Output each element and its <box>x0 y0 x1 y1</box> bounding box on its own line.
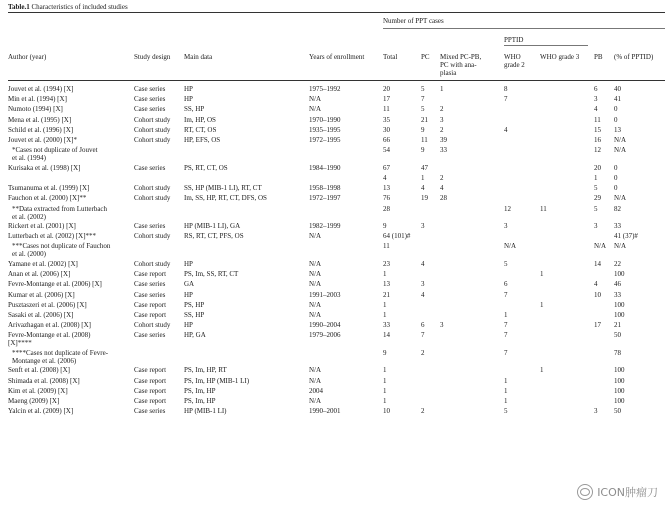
cell-total: 1 <box>383 310 387 319</box>
cell-main: RT, CT, OS <box>184 125 217 134</box>
cell-author-line2: [X]**** <box>8 339 32 348</box>
cell-who2: 1 <box>504 396 508 405</box>
cell-pc: 3 <box>421 222 425 230</box>
cell-main: Im, SS, HP, RT, CT, DFS, OS <box>184 194 267 203</box>
cell-total: 1 <box>383 366 387 375</box>
cell-pct: 40 <box>614 85 621 93</box>
cell-author-line2: Montange et al. (2006) <box>12 356 77 365</box>
cell-design: Case report <box>134 366 167 375</box>
cell-author: Fevre-Montange et al. (2006) [X] <box>8 280 102 289</box>
cell-author <box>12 146 98 162</box>
cell-pc: 11 <box>421 136 428 144</box>
cell-pc: 2 <box>421 348 425 357</box>
table-row <box>0 193 670 203</box>
header-pptid: PPTID <box>504 36 524 44</box>
header-who2-line2: grade 2 <box>504 61 525 69</box>
cell-author: Jouvet et al. (1994) [X] <box>8 85 74 93</box>
cell-author: Mena et al. (1995) [X] <box>8 115 72 124</box>
cell-design: Case series <box>134 407 166 416</box>
cell-who3: 11 <box>540 204 547 213</box>
cell-pct: 100 <box>614 270 625 279</box>
cell-design: Cohort study <box>134 136 171 144</box>
cell-pc: 9 <box>421 125 425 134</box>
cell-years: 1990–2001 <box>309 407 341 416</box>
cell-design: Case series <box>134 95 166 104</box>
table-row <box>0 290 670 300</box>
cell-pb: 14 <box>594 259 601 268</box>
header-who2-line1: WHO <box>504 53 521 61</box>
cell-main: HP <box>184 85 193 93</box>
cell-pct: 13 <box>614 125 621 134</box>
cell-author: Arivazhagan et al. (2008) [X] <box>8 321 91 330</box>
cell-total: 23 <box>383 259 390 268</box>
cell-who2: 7 <box>504 331 508 340</box>
cell-who3: 1 <box>540 300 544 309</box>
cell-total: 1 <box>383 300 387 309</box>
cell-author: Jouvet et al. (2000) [X]* <box>8 136 78 144</box>
cell-author: Schild et al. (1996) [X] <box>8 125 74 134</box>
cell-years: N/A <box>309 300 322 309</box>
table-caption <box>8 3 128 11</box>
header-pc: PC <box>421 53 430 61</box>
cell-author: Kumar et al. (2006) [X] <box>8 290 75 299</box>
cell-main: PS, Im, SS, RT, CT <box>184 270 239 279</box>
cell-main: SS, HP <box>184 310 205 319</box>
cell-pc: 4 <box>421 259 425 268</box>
cell-author: Yamane et al. (2002) [X] <box>8 259 78 268</box>
cell-pct: 100 <box>614 376 625 385</box>
cell-pct: N/A <box>614 194 627 203</box>
cell-who2: 12 <box>504 204 511 213</box>
cell-pb: 3 <box>594 222 598 230</box>
cell-design: Case series <box>134 331 166 340</box>
cell-mixed: 2 <box>440 125 444 134</box>
cell-who3: 1 <box>540 366 544 375</box>
table-row <box>0 84 670 94</box>
cell-author: Yalcin et al. (2009) [X] <box>8 407 74 416</box>
cell-author: Rickert et al. (2001) [X] <box>8 222 76 230</box>
table-note-row <box>0 241 670 259</box>
cell-total: 66 <box>383 136 390 144</box>
table-row <box>0 310 670 320</box>
cell-pb: 5 <box>594 184 598 193</box>
table-row <box>0 396 670 406</box>
cell-author: Maeng (2009) [X] <box>8 396 60 405</box>
header-study-design: Study design <box>134 53 171 61</box>
watermark-text: ICON肿瘤刀 <box>597 486 658 499</box>
cell-total: 1 <box>383 386 387 395</box>
table-title: Characteristics of included studies <box>31 3 128 11</box>
cell-pct: 33 <box>614 290 621 299</box>
cell-pct: 0 <box>614 163 618 172</box>
cell-who2: 7 <box>504 290 508 299</box>
cell-pb: 3 <box>594 95 598 104</box>
table-row <box>0 320 670 330</box>
cell-pc: 21 <box>421 115 428 124</box>
cell-who2: 3 <box>504 222 508 230</box>
cell-pb: 20 <box>594 163 601 172</box>
cell-author <box>12 242 110 258</box>
cell-total: 9 <box>383 222 387 230</box>
cell-author: Tsumanuma et al. (1999) [X] <box>8 184 90 193</box>
table-row <box>0 330 670 348</box>
cell-main: PS, Im, HP <box>184 396 216 405</box>
table-row <box>0 104 670 114</box>
cell-main: PS, Im, HP <box>184 386 216 395</box>
cell-who2: 8 <box>504 85 508 93</box>
cell-design: Case report <box>134 376 167 385</box>
cell-main: HP, GA <box>184 331 206 340</box>
cell-pc: 4 <box>421 290 425 299</box>
table-row <box>0 115 670 125</box>
cell-pc: 7 <box>421 95 425 104</box>
cell-years: 1982–1999 <box>309 222 341 230</box>
cell-pb: 3 <box>594 407 598 416</box>
cell-years: 1972–1997 <box>309 194 341 203</box>
cell-pct: 46 <box>614 280 621 289</box>
cell-design: Case report <box>134 270 167 279</box>
table-row <box>0 365 670 375</box>
cell-main: Im, HP, OS <box>184 115 216 124</box>
cell-years: 1970–1990 <box>309 115 341 124</box>
cell-main: HP <box>184 321 193 330</box>
header-number-of-cases: Number of PPT cases <box>383 17 444 25</box>
cell-years: 1935–1995 <box>309 125 341 134</box>
cell-design: Cohort study <box>134 184 171 193</box>
cell-total: 17 <box>383 95 390 104</box>
cell-pct: 21 <box>614 321 621 330</box>
cell-years: 1972–1995 <box>309 136 341 144</box>
header-mixed-line3: plasia <box>440 69 457 77</box>
cell-pb: 10 <box>594 290 601 299</box>
cell-author: Anan et al. (2006) [X] <box>8 270 71 279</box>
cell-who2: 1 <box>504 386 508 395</box>
cell-design: Case report <box>134 310 167 319</box>
cell-total: 64 (101)# <box>383 232 411 241</box>
cell-who2: 5 <box>504 407 508 416</box>
table-row <box>0 163 670 173</box>
cell-design: Case series <box>134 85 166 93</box>
cell-who2: 5 <box>504 259 508 268</box>
cell-pct: 0 <box>614 173 618 182</box>
cell-pct: 100 <box>614 396 625 405</box>
cell-author: Lutterbach et al. (2002) [X]*** <box>8 232 97 241</box>
cell-pb: 11 <box>594 115 601 124</box>
cell-who2: 1 <box>504 376 508 385</box>
cell-design: Cohort study <box>134 232 171 241</box>
cell-author: Kurisaka et al. (1998) [X] <box>8 163 81 172</box>
cell-pct: 22 <box>614 259 621 268</box>
cell-pct: N/A <box>614 136 627 144</box>
cell-who2: N/A <box>504 242 517 251</box>
cell-author-line1: ***Cases not duplicate of Fauchon <box>12 242 111 251</box>
cell-main: HP <box>184 95 193 104</box>
cell-years: N/A <box>309 376 322 385</box>
cell-years: 1958–1998 <box>309 184 341 193</box>
cell-main: SS, HP (MIB-1 LI), RT, CT <box>184 184 262 193</box>
table-row <box>0 269 670 279</box>
header-subrule-pptid <box>504 45 588 46</box>
cell-author <box>8 331 90 347</box>
cell-years: 1990–2004 <box>309 321 341 330</box>
cell-design: Cohort study <box>134 194 171 203</box>
cell-years: N/A <box>309 259 322 268</box>
cell-author-line2: et al. (2000) <box>12 250 47 259</box>
cell-total: 10 <box>383 407 390 416</box>
cell-total: 76 <box>383 194 390 203</box>
cell-who2: 4 <box>504 125 508 134</box>
cell-author-line1: Fevre-Montange et al. (2008) <box>8 331 91 340</box>
cell-pct: 82 <box>614 204 621 213</box>
cell-pc: 2 <box>421 407 425 416</box>
header-pct: (% of PPTID) <box>614 53 654 61</box>
cell-years: N/A <box>309 366 322 375</box>
header-mixed-line2: PC with ana- <box>440 61 477 69</box>
cell-main: PS, HP <box>184 300 205 309</box>
cell-who2: 7 <box>504 321 508 330</box>
wechat-icon <box>577 484 593 500</box>
table-row <box>0 376 670 386</box>
cell-total: 13 <box>383 280 390 289</box>
cell-pb: 12 <box>594 146 601 155</box>
cell-author: Pusztaszeri et al. (2006) [X] <box>8 300 87 309</box>
header-main-data: Main data <box>184 53 213 61</box>
cell-pb: 6 <box>594 85 598 93</box>
cell-author-line1: *Cases not duplicate of Jouvet <box>12 146 98 155</box>
header-mixed-line1: Mixed PC-PB, <box>440 53 482 61</box>
cell-author-line1: ****Cases not duplicate of Fevre- <box>12 348 109 357</box>
cell-who2: 1 <box>504 310 508 319</box>
table-row <box>0 300 670 310</box>
cell-design: Cohort study <box>134 321 171 330</box>
cell-pct: 78 <box>614 348 621 357</box>
cell-years: 1979–2006 <box>309 331 341 340</box>
cell-who2: 7 <box>504 95 508 104</box>
cell-total: 20 <box>383 85 390 93</box>
cell-design: Case series <box>134 105 166 114</box>
cell-total: 1 <box>383 396 387 405</box>
cell-pb: 17 <box>594 321 601 330</box>
cell-design: Case report <box>134 300 167 309</box>
cell-design: Case report <box>134 386 167 395</box>
cell-main: SS, HP <box>184 105 205 114</box>
cell-main: PS, Im, HP, RT <box>184 366 227 375</box>
cell-author-line2: et al. (1994) <box>12 154 47 163</box>
table-row <box>0 173 670 183</box>
cell-pct: 100 <box>614 300 625 309</box>
cell-total: 30 <box>383 125 390 134</box>
cell-author: Fauchon et al. (2000) [X]** <box>8 194 87 203</box>
cell-author-line2: et al. (2002) <box>12 212 47 221</box>
cell-author: Senft et al. (2008) [X] <box>8 366 71 375</box>
table-row <box>0 183 670 193</box>
header-subrule-cases <box>383 28 665 29</box>
cell-main: PS, RT, CT, OS <box>184 163 228 172</box>
cell-author: Min et al. (1994) [X] <box>8 95 67 104</box>
cell-author <box>12 349 108 365</box>
cell-author: Numoto (1994) [X] <box>8 105 63 114</box>
table-note-row <box>0 204 670 222</box>
cell-pc: 47 <box>421 163 428 172</box>
cell-total: 13 <box>383 184 390 193</box>
cell-years: N/A <box>309 232 322 241</box>
cell-years: N/A <box>309 310 322 319</box>
header-bottom-rule <box>8 80 665 81</box>
watermark <box>577 484 658 500</box>
cell-pct: 50 <box>614 407 621 416</box>
header-years: Years of enrollment <box>309 53 365 61</box>
cell-author: Shimada et al. (2008) [X] <box>8 376 80 385</box>
cell-years: N/A <box>309 280 322 289</box>
cell-mixed: 3 <box>440 115 444 124</box>
cell-years: N/A <box>309 95 322 104</box>
cell-years: N/A <box>309 396 322 405</box>
cell-pc: 9 <box>421 146 425 155</box>
header-author: Author (year) <box>8 53 47 61</box>
table-row <box>0 135 670 145</box>
cell-total: 21 <box>383 290 390 299</box>
cell-pc: 7 <box>421 331 425 340</box>
table-row <box>0 231 670 241</box>
cell-pc: 1 <box>421 173 425 182</box>
cell-who3: 1 <box>540 270 544 279</box>
header-who3: WHO grade 3 <box>540 53 580 61</box>
cell-pc: 6 <box>421 321 425 330</box>
cell-main: GA <box>184 280 195 289</box>
cell-total: 1 <box>383 270 387 279</box>
cell-mixed: 33 <box>440 146 447 155</box>
cell-pct: N/A <box>614 146 627 155</box>
cell-pct: 0 <box>614 184 618 193</box>
cell-main: HP, EFS, OS <box>184 136 221 144</box>
cell-design: Case report <box>134 396 167 405</box>
cell-pct: 0 <box>614 115 618 124</box>
cell-total: 54 <box>383 146 390 155</box>
cell-pc: 5 <box>421 85 425 93</box>
cell-main: PS, Im, HP (MIB-1 LI) <box>184 376 250 385</box>
cell-total: 9 <box>383 348 387 357</box>
cell-total: 1 <box>383 376 387 385</box>
cell-pb: 16 <box>594 136 601 144</box>
header-pb: PB <box>594 53 603 61</box>
cell-total: 4 <box>383 173 387 182</box>
cell-pc: 4 <box>421 184 425 193</box>
cell-design: Cohort study <box>134 115 171 124</box>
cell-main: HP (MIB-1 LI), GA <box>184 222 241 230</box>
cell-pct: 50 <box>614 331 621 340</box>
cell-pb: 5 <box>594 204 598 213</box>
cell-total: 11 <box>383 242 390 251</box>
table-note-row <box>0 145 670 163</box>
cell-years: 1984–1990 <box>309 163 341 172</box>
cell-pb: 15 <box>594 125 601 134</box>
cell-pc: 3 <box>421 280 425 289</box>
cell-years: 1991–2003 <box>309 290 341 299</box>
cell-author: Sasaki et al. (2006) [X] <box>8 310 74 319</box>
cell-years: N/A <box>309 270 322 279</box>
cell-pct: 100 <box>614 310 625 319</box>
cell-pb: N/A <box>594 242 607 251</box>
cell-total: 67 <box>383 163 390 172</box>
cell-pct: 0 <box>614 105 618 114</box>
cell-pct: 100 <box>614 366 625 375</box>
cell-total: 28 <box>383 204 390 213</box>
cell-main: HP <box>184 259 193 268</box>
cell-author <box>12 205 107 221</box>
cell-total: 33 <box>383 321 390 330</box>
cell-pct: N/A <box>614 242 627 251</box>
cell-years: 2004 <box>309 386 323 395</box>
cell-design: Case series <box>134 163 166 172</box>
cell-design: Cohort study <box>134 259 171 268</box>
cell-years: N/A <box>309 105 322 114</box>
cell-main: HP (MIB-1 LI) <box>184 407 227 416</box>
table-row <box>0 125 670 135</box>
cell-mixed: 1 <box>440 85 444 93</box>
cell-pb: 29 <box>594 194 601 203</box>
top-rule <box>8 12 665 13</box>
cell-pct: 33 <box>614 222 621 230</box>
cell-mixed: 39 <box>440 136 447 144</box>
cell-author-line1: **Data extracted from Lutterbach <box>12 204 108 213</box>
table-label: Table.1 <box>8 3 30 11</box>
cell-total: 14 <box>383 331 390 340</box>
cell-pb: 4 <box>594 280 598 289</box>
table-row <box>0 386 670 396</box>
cell-pc: 19 <box>421 194 428 203</box>
cell-total: 35 <box>383 115 390 124</box>
cell-mixed: 3 <box>440 321 444 330</box>
cell-main: RS, RT, CT, PFS, OS <box>184 232 244 241</box>
cell-pb: 4 <box>594 105 598 114</box>
cell-main: HP <box>184 290 193 299</box>
cell-years: 1975–1992 <box>309 85 341 93</box>
cell-mixed: 4 <box>440 184 444 193</box>
cell-design: Cohort study <box>134 125 171 134</box>
table-note-row <box>0 348 670 366</box>
cell-pct: 41 (37)# <box>614 232 638 241</box>
cell-who2: 7 <box>504 348 508 357</box>
cell-design: Case series <box>134 280 166 289</box>
table-row <box>0 406 670 416</box>
header-total: Total <box>383 53 398 61</box>
cell-mixed: 28 <box>440 194 447 203</box>
cell-author: Kim et al. (2009) [X] <box>8 386 68 395</box>
cell-pct: 41 <box>614 95 621 104</box>
cell-pct: 100 <box>614 386 625 395</box>
table-row <box>0 259 670 269</box>
cell-pb: 1 <box>594 173 598 182</box>
table-row <box>0 94 670 104</box>
table-row <box>0 221 670 231</box>
table-row <box>0 279 670 289</box>
cell-mixed: 2 <box>440 105 444 114</box>
cell-total: 11 <box>383 105 390 114</box>
cell-design: Case series <box>134 290 166 299</box>
cell-mixed: 2 <box>440 173 444 182</box>
cell-who2: 6 <box>504 280 508 289</box>
cell-pc: 5 <box>421 105 425 114</box>
cell-design: Case series <box>134 222 166 230</box>
